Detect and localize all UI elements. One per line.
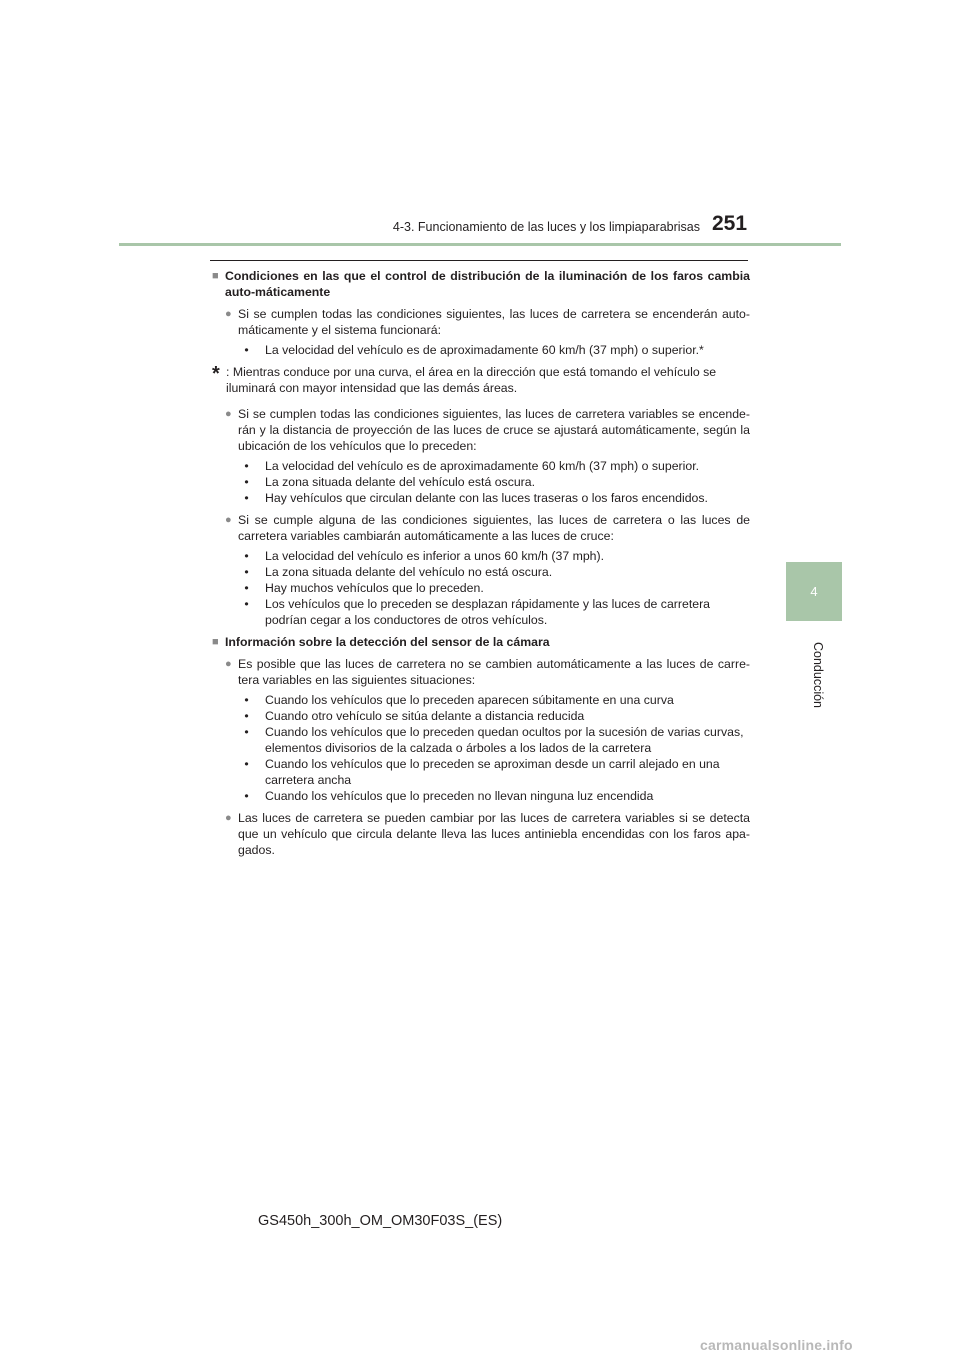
content-divider [210, 260, 748, 261]
condition-list [238, 692, 750, 804]
circle-bullet-icon: ● [225, 812, 232, 824]
list-item: • Cuando otro vehículo se sitúa delante a distancia reducida [244, 709, 585, 723]
list-item: • La velocidad del vehículo es de aproximadamente 60 km/h (37 mph) o superior.* [244, 343, 704, 357]
list-item: ● Si se cumplen todas las condiciones siguientes, las luces de carretera variables se encende-rán y la distancia de proyección de las luces de cruce se ajustará automáticamente, según la ubicación de los vehículos que lo preceden: [225, 407, 750, 453]
footnote-mark: * [212, 363, 220, 385]
list-item: • Cuando los vehículos que lo preceden no llevan ninguna luz encendida [244, 789, 654, 803]
condition-list [238, 548, 750, 628]
list-item: • Cuando los vehículos que lo preceden quedan ocultos por la sucesión de varias curvas, elementos divisorios de la calzada o árboles a los lados de la carretera [244, 725, 744, 755]
list-item: • La zona situada delante del vehículo está oscura. [244, 475, 536, 489]
circle-bullet-icon: ● [225, 514, 232, 526]
section-heading: ■ Información sobre la detección del sensor de la cámara [212, 635, 550, 649]
condition-list [238, 458, 750, 506]
section-heading: ■ Condiciones en las que el control de distribución de la iluminación de los faros cambia auto-máticamente [212, 269, 750, 299]
list-item: • Los vehículos que lo preceden se desplazan rápidamente y las luces de carretera podrían cegar a los conductores de otros vehículos. [244, 597, 711, 627]
list-item: • Cuando los vehículos que lo preceden aparecen súbitamente en una curva [244, 693, 674, 707]
chapter-label: Conducción [811, 641, 825, 708]
circle-bullet-icon: ● [225, 658, 232, 670]
section-title: 4-3. Funcionamiento de las luces y los limpiaparabrisas [392, 220, 700, 234]
list-item: • Cuando los vehículos que lo preceden se aproximan desde un carril alejado en una carretera ancha [244, 757, 720, 787]
footnote: * : Mientras conduce por una curva, el área en la dirección que está tomando el vehículo se iluminará con mayor intensidad que las demás áreas. [212, 363, 717, 395]
list-item: ● Es posible que las luces de carretera no se cambien automáticamente a las luces de carre-tera variables en las siguientes situaciones: [225, 657, 750, 687]
circle-bullet-icon: ● [225, 308, 232, 320]
list-item: ● Si se cumple alguna de las condiciones siguientes, las luces de carretera o las luces de carretera variables cambiarán automáticamente a las luces de cruce: [225, 513, 750, 543]
circle-bullet-icon: ● [225, 408, 232, 420]
list-item: • Hay muchos vehículos que lo preceden. [244, 581, 484, 595]
page-content [212, 268, 750, 862]
list-item: • La zona situada delante del vehículo no está oscura. [244, 565, 553, 579]
list-item: • Hay vehículos que circulan delante con las luces traseras o los faros encendidos. [244, 491, 708, 505]
list-item: ● Las luces de carretera se pueden cambiar por las luces de carretera variables si se detecta que un vehículo que circula delante lleva las luces antiniebla encendidas con los faros apa-gados. [225, 811, 750, 857]
list-item: ● Si se cumplen todas las condiciones siguientes, las luces de carretera se encenderán auto-máticamente y el sistema funcionará: [225, 307, 750, 337]
condition-list [238, 342, 750, 358]
page-number: 251 [712, 212, 748, 235]
chapter-number: 4 [810, 584, 818, 599]
square-bullet-icon: ■ [212, 270, 219, 282]
watermark: carmanualsonline.info [700, 1337, 853, 1353]
chapter-tab [786, 562, 842, 621]
header-rule [119, 243, 841, 246]
manual-code: GS450h_300h_OM_OM30F03S_(ES) [258, 1213, 503, 1229]
list-item: • La velocidad del vehículo es de aproximadamente 60 km/h (37 mph) o superior. [244, 459, 700, 473]
square-bullet-icon: ■ [212, 636, 219, 648]
list-item: • La velocidad del vehículo es inferior a unos 60 km/h (37 mph). [244, 549, 605, 563]
